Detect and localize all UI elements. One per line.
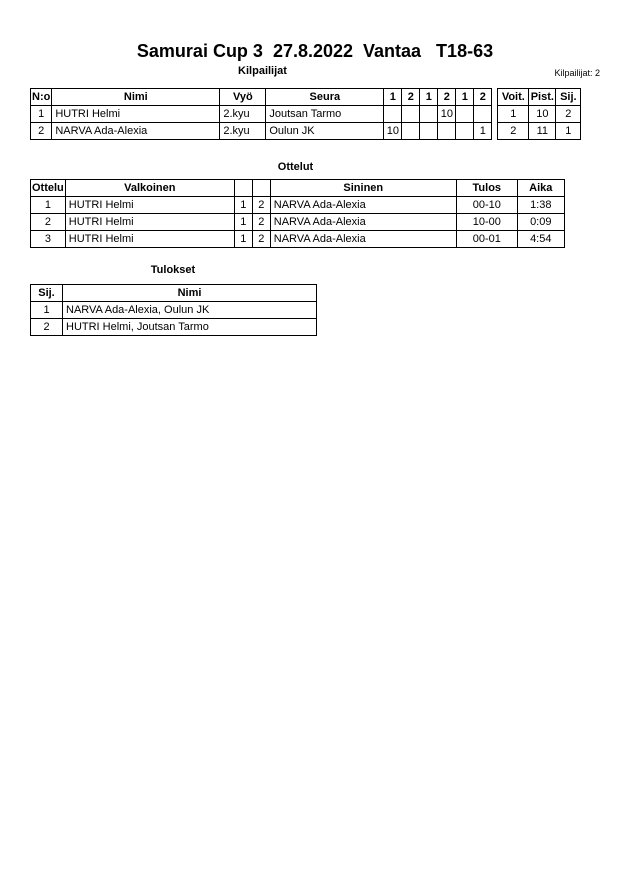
- section-title-ottelut: Ottelut: [277, 161, 314, 173]
- cell-score: [456, 123, 474, 140]
- section-title-tulokset: Tulokset: [150, 264, 196, 276]
- cell-sininen: NARVA Ada-Alexia: [270, 197, 456, 214]
- kilpailijat-header-row: [31, 89, 492, 106]
- table-row: [31, 106, 492, 123]
- cell-tulos: 00-01: [456, 231, 517, 248]
- cell-sij: 1: [31, 302, 63, 319]
- cell-sininen: NARVA Ada-Alexia: [270, 231, 456, 248]
- cell-white-no: 1: [234, 231, 252, 248]
- table-row: [498, 123, 581, 140]
- cell-nimi: NARVA Ada-Alexia: [52, 123, 220, 140]
- ottelut-table: [30, 179, 565, 248]
- col-header-nimi: Nimi: [52, 89, 220, 106]
- col-header-pist: Pist.: [529, 89, 556, 106]
- cell-score: [420, 106, 438, 123]
- cell-score: [420, 123, 438, 140]
- cell-nimi: NARVA Ada-Alexia, Oulun JK: [63, 302, 317, 319]
- col-header-score: 1: [384, 89, 402, 106]
- cell-ottelu-no: 2: [31, 214, 66, 231]
- col-header-nimi: Nimi: [63, 285, 317, 302]
- ottelut-section: [30, 179, 565, 248]
- col-header-seura: Seura: [266, 89, 384, 106]
- cell-vyo: 2.kyu: [220, 123, 266, 140]
- col-header-vyo: Vyö: [220, 89, 266, 106]
- col-header-tulos: Tulos: [456, 180, 517, 197]
- cell-aika: 1:38: [517, 197, 564, 214]
- col-header-score: 1: [456, 89, 474, 106]
- section-title-kilpailijat: Kilpailijat: [238, 65, 287, 77]
- col-header-white-no: [234, 180, 252, 197]
- col-header-score: 2: [438, 89, 456, 106]
- summary-header-row: [498, 89, 581, 106]
- col-header-sininen: Sininen: [270, 180, 456, 197]
- cell-no: 2: [31, 123, 52, 140]
- competitor-count: Kilpailijat: 2: [554, 68, 600, 78]
- table-row: [31, 231, 565, 248]
- cell-score: [384, 106, 402, 123]
- cell-ottelu-no: 3: [31, 231, 66, 248]
- table-row: [31, 302, 317, 319]
- cell-vyo: 2.kyu: [220, 106, 266, 123]
- cell-sij: 1: [556, 123, 581, 140]
- tulokset-section: [30, 284, 317, 336]
- col-header-score: 2: [474, 89, 492, 106]
- cell-score: [474, 106, 492, 123]
- cell-valkoinen: HUTRI Helmi: [65, 231, 234, 248]
- cell-sininen: NARVA Ada-Alexia: [270, 214, 456, 231]
- ottelut-header-row: [31, 180, 565, 197]
- cell-blue-no: 2: [252, 214, 270, 231]
- kilpailijat-table: [30, 88, 492, 140]
- cell-nimi: HUTRI Helmi, Joutsan Tarmo: [63, 319, 317, 336]
- cell-score: 1: [474, 123, 492, 140]
- cell-aika: 0:09: [517, 214, 564, 231]
- cell-pist: 11: [529, 123, 556, 140]
- table-row: [31, 319, 317, 336]
- page-title: Samurai Cup 3 27.8.2022 Vantaa T18-63: [136, 41, 494, 61]
- table-row: [31, 197, 565, 214]
- cell-no: 1: [31, 106, 52, 123]
- cell-aika: 4:54: [517, 231, 564, 248]
- tulokset-table: [30, 284, 317, 336]
- cell-white-no: 1: [234, 214, 252, 231]
- col-header-sij: Sij.: [31, 285, 63, 302]
- cell-tulos: 00-10: [456, 197, 517, 214]
- cell-blue-no: 2: [252, 231, 270, 248]
- col-header-sij: Sij.: [556, 89, 581, 106]
- cell-ottelu-no: 1: [31, 197, 66, 214]
- cell-score: 10: [384, 123, 402, 140]
- cell-score: [402, 123, 420, 140]
- cell-sij: 2: [556, 106, 581, 123]
- table-row: [31, 123, 492, 140]
- col-header-score: 1: [420, 89, 438, 106]
- cell-pist: 10: [529, 106, 556, 123]
- cell-valkoinen: HUTRI Helmi: [65, 197, 234, 214]
- cell-valkoinen: HUTRI Helmi: [65, 214, 234, 231]
- cell-seura: Joutsan Tarmo: [266, 106, 384, 123]
- cell-white-no: 1: [234, 197, 252, 214]
- col-header-score: 2: [402, 89, 420, 106]
- cell-voit: 1: [498, 106, 529, 123]
- col-header-ottelu: Ottelu: [31, 180, 66, 197]
- kilpailijat-section: [30, 88, 581, 140]
- kilpailijat-summary-table: [497, 88, 581, 140]
- cell-nimi: HUTRI Helmi: [52, 106, 220, 123]
- table-row: [498, 106, 581, 123]
- cell-score: [438, 123, 456, 140]
- cell-score: [402, 106, 420, 123]
- cell-seura: Oulun JK: [266, 123, 384, 140]
- cell-tulos: 10-00: [456, 214, 517, 231]
- col-header-aika: Aika: [517, 180, 564, 197]
- col-header-valkoinen: Valkoinen: [65, 180, 234, 197]
- cell-score: [456, 106, 474, 123]
- col-header-no: N:o: [31, 89, 52, 106]
- cell-sij: 2: [31, 319, 63, 336]
- cell-score: 10: [438, 106, 456, 123]
- cell-blue-no: 2: [252, 197, 270, 214]
- cell-voit: 2: [498, 123, 529, 140]
- tulokset-header-row: [31, 285, 317, 302]
- col-header-voit: Voit.: [498, 89, 529, 106]
- table-row: [31, 214, 565, 231]
- col-header-blue-no: [252, 180, 270, 197]
